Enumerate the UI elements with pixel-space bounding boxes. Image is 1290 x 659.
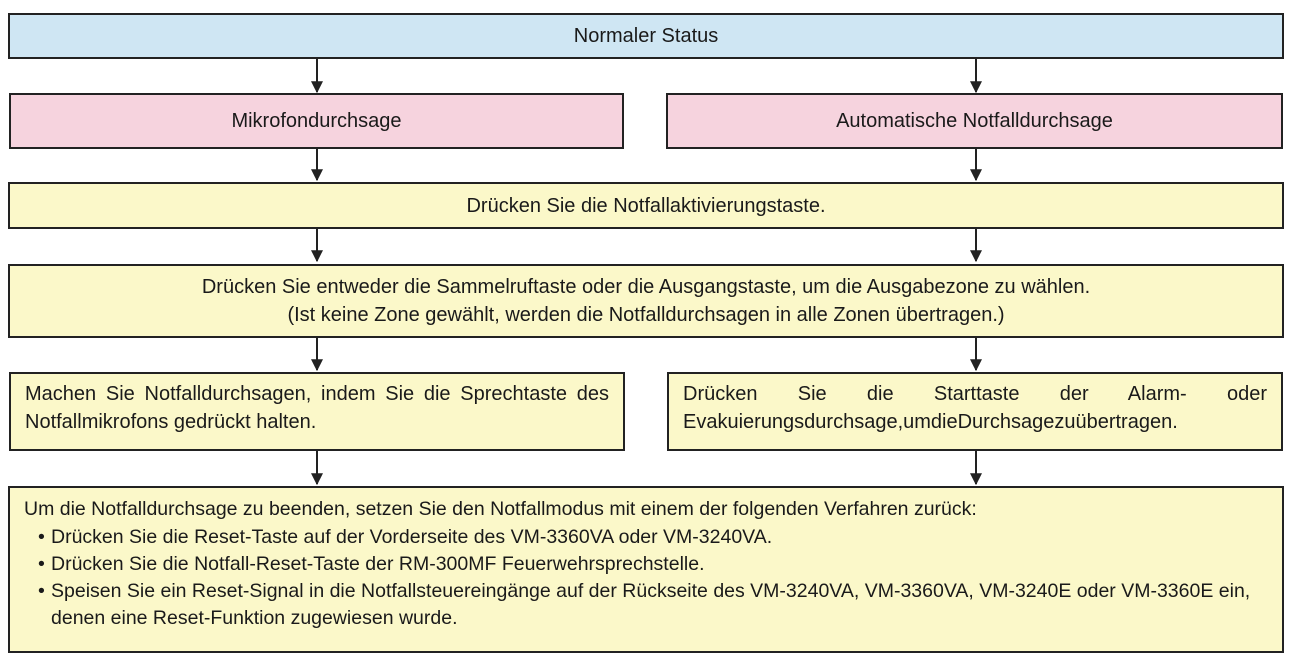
reset-method-item: • Drücken Sie die Notfall-Reset-Taste der RM-300MF Feuerwehrsprechstelle. — [38, 551, 1268, 578]
automatic-emergency-announcement-box — [666, 93, 1283, 149]
automatic-action-text: Drücken Sie die Starttaste der Alarm- oder Evakuierungsdurchsage,umdieDurchsagezuübertragen. — [683, 383, 1267, 433]
zone-selection-line-1: Drücken Sie entweder die Sammelruftaste oder die Ausgangstaste, um die Ausgabezone zu wählen. — [201, 276, 1091, 298]
normal-status-label: Normaler Status — [573, 25, 719, 47]
reset-method-item: • Drücken Sie die Reset-Taste auf der Vorderseite des VM-3360VA oder VM-3240VA. — [38, 524, 1268, 551]
reset-methods-list — [24, 524, 1268, 632]
automatic-action-box — [667, 372, 1283, 451]
normal-status-box — [8, 13, 1284, 59]
activation-step-box — [8, 182, 1284, 229]
reset-method-item: • Speisen Sie ein Reset-Signal in die Notfallsteuereingänge auf der Rückseite des VM-3240VA, VM-3360VA, VM-3240E oder VM-3360E ein, denen eine Reset-Funktion zugewiesen wurde. — [38, 578, 1268, 632]
reset-instructions-intro: Um die Notfalldurchsage zu beenden, setzen Sie den Notfallmodus mit einem der folgenden Verfahren zurück: — [24, 498, 977, 520]
microphone-announcement-box — [9, 93, 624, 149]
reset-instructions-box — [8, 486, 1284, 653]
activation-step-label: Drücken Sie die Notfallaktivierungstaste. — [466, 194, 826, 217]
zone-selection-box — [8, 264, 1284, 338]
microphone-action-text: Machen Sie Notfalldurchsagen, indem Sie die Sprechtaste des Notfallmikrofons gedrückt halten. — [25, 383, 609, 433]
zone-selection-line-2: (Ist keine Zone gewählt, werden die Notfalldurchsagen in alle Zonen übertragen.) — [287, 304, 1005, 326]
automatic-emergency-announcement-label: Automatische Notfalldurchsage — [836, 110, 1113, 132]
microphone-action-box — [9, 372, 625, 451]
microphone-announcement-label: Mikrofondurchsage — [231, 110, 402, 132]
